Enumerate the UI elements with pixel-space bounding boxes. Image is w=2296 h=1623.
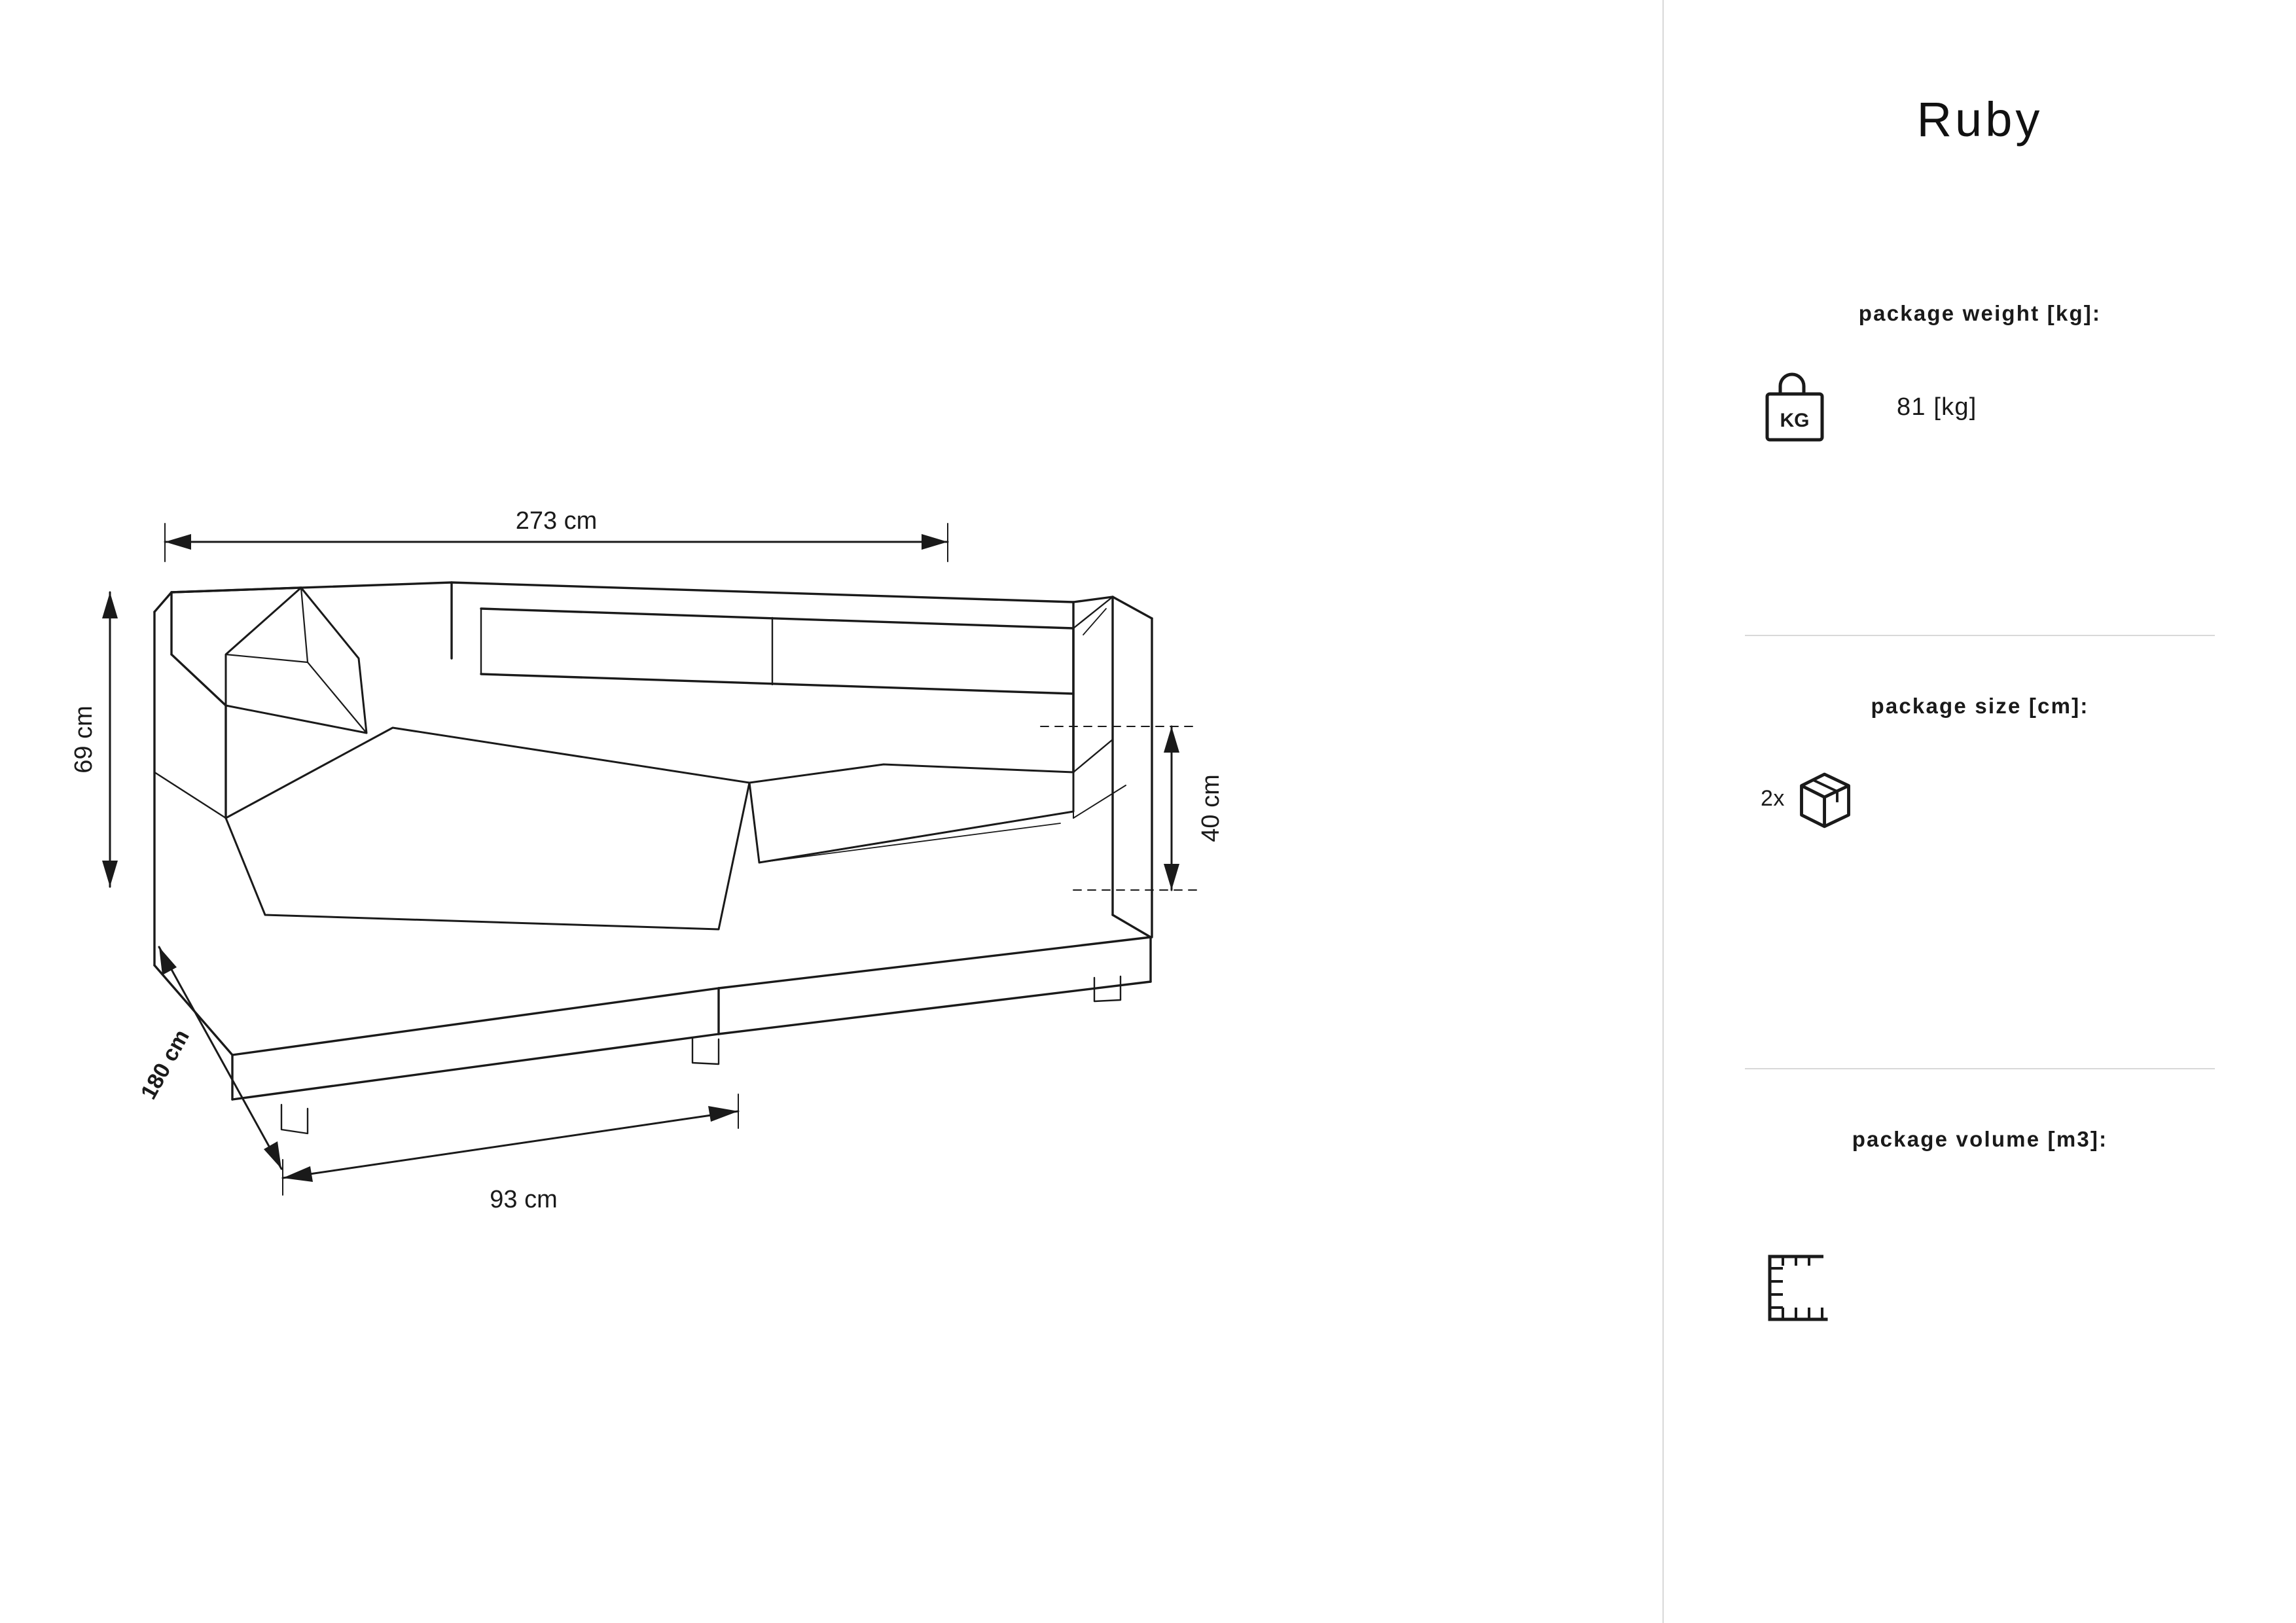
sofa-body [154,582,1152,1133]
dimension-seat-height [1041,726,1196,890]
spec-label-size: package size [cm]: [1871,694,2089,718]
dimension-height [102,592,118,887]
divider-2 [1745,1068,2215,1069]
spec-row-size [1664,762,2296,835]
spec-row-weight [1664,369,2296,446]
box-icon [1790,762,1859,835]
dimension-depth-front [283,1094,738,1195]
spec-package-volume [1664,1127,2296,1329]
spec-value-weight: 81 [kg] [1897,393,1977,421]
package-quantity: 2x [1761,785,1785,811]
spec-label-volume: package volume [m3]: [1852,1127,2108,1151]
spec-row-volume [1664,1250,2296,1329]
ruler-icon [1761,1250,1859,1329]
spec-label-weight: package weight [kg]: [1858,301,2102,325]
label-height: 69 cm [70,705,98,774]
label-width: 273 cm [515,507,598,535]
label-depth-side: 180 cm [135,1026,194,1104]
label-seat-height: 40 cm [1197,774,1225,842]
spec-panel [1664,0,2296,1623]
svg-text:KG: KG [1780,410,1810,431]
box-icon-group [1761,762,1859,835]
label-depth-front: 93 cm [490,1186,558,1213]
spec-package-size [1664,694,2296,835]
bag-kg-icon [1761,369,1859,446]
page-title: Ruby [1916,92,2043,147]
spec-package-weight [1664,301,2296,446]
divider-1 [1745,635,2215,636]
